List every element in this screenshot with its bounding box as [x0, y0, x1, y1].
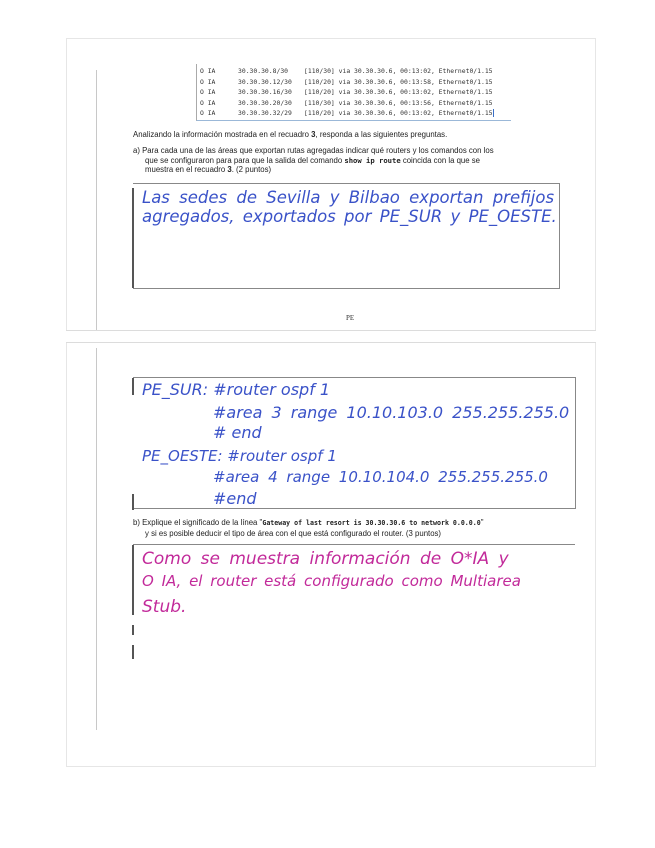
left-margin-rule-bottom	[96, 348, 97, 730]
answer-a-cmd-line: #end	[213, 489, 257, 508]
answer-b-line: O IA, el router está configurado como Multiarea	[142, 572, 521, 590]
answer-a-cmd-line: # end	[213, 423, 262, 442]
page-break	[66, 330, 596, 343]
route-row: O IA 30.30.30.32/29 [110/20] via 30.30.30.6, 00:13:02, Ethernet0/1.15	[200, 109, 493, 117]
answer-b-line: Stub.	[142, 597, 187, 617]
answer-b-line: Como se muestra información de O*IA y	[142, 549, 509, 569]
route-row: O IA 30.30.30.12/30 [110/20] via 30.30.30.6, 00:13:58, Ethernet0/1.15	[200, 77, 493, 86]
question-b-line1: b) Explique el significado de la línea "Gateway of last resort is 30.30.30.6 to network 0.0.0.0"	[133, 518, 484, 527]
left-margin-rule-top	[96, 70, 97, 330]
answer-a-line: Las sedes de Sevilla y Bilbao exportan prefijos	[142, 188, 555, 207]
question-a	[133, 146, 563, 175]
answer-a-cmd-line: #area 3 range 10.10.103.0 255.255.255.0	[213, 403, 570, 422]
question-b-line2: y si es posible deducir el tipo de área con el que está configurado el router. (3 puntos)	[145, 528, 442, 538]
answer-a-cmd-line: #area 4 range 10.10.104.0 255.255.255.0	[213, 468, 548, 486]
page-marker: PE	[346, 314, 355, 322]
routing-table-excerpt	[196, 64, 511, 121]
answer-a-line: agregados, exportados por PE_SUR y PE_OESTE.	[142, 207, 557, 226]
answer-a-cmd-line: PE_SUR: #router ospf 1	[142, 380, 331, 399]
intro-text: Analizando la información mostrada en el recuadro 3, responda a las siguientes preguntas.	[133, 130, 448, 139]
question-a-line2: que se configuraron para para que la salida del comando show ip route coincida con la que se	[145, 155, 480, 165]
question-b	[133, 518, 573, 538]
question-a-line3: muestra en el recuadro 3. (2 puntos)	[145, 165, 272, 175]
route-row: O IA 30.30.30.16/30 [110/20] via 30.30.30.6, 00:13:02, Ethernet0/1.15	[200, 88, 493, 96]
route-row: O IA 30.30.30.20/30 [110/30] via 30.30.30.6, 00:13:56, Ethernet0/1.15	[200, 98, 493, 107]
answer-a-cmd-line: PE_OESTE: #router ospf 1	[142, 447, 337, 465]
route-row: O IA 30.30.30.8/30 [110/30] via 30.30.30.6, 00:13:02, Ethernet0/1.15	[200, 67, 493, 75]
question-a-line1: a) Para cada una de las áreas que exportan rutas agregadas indicar qué routers y los comandos con los	[133, 146, 494, 155]
